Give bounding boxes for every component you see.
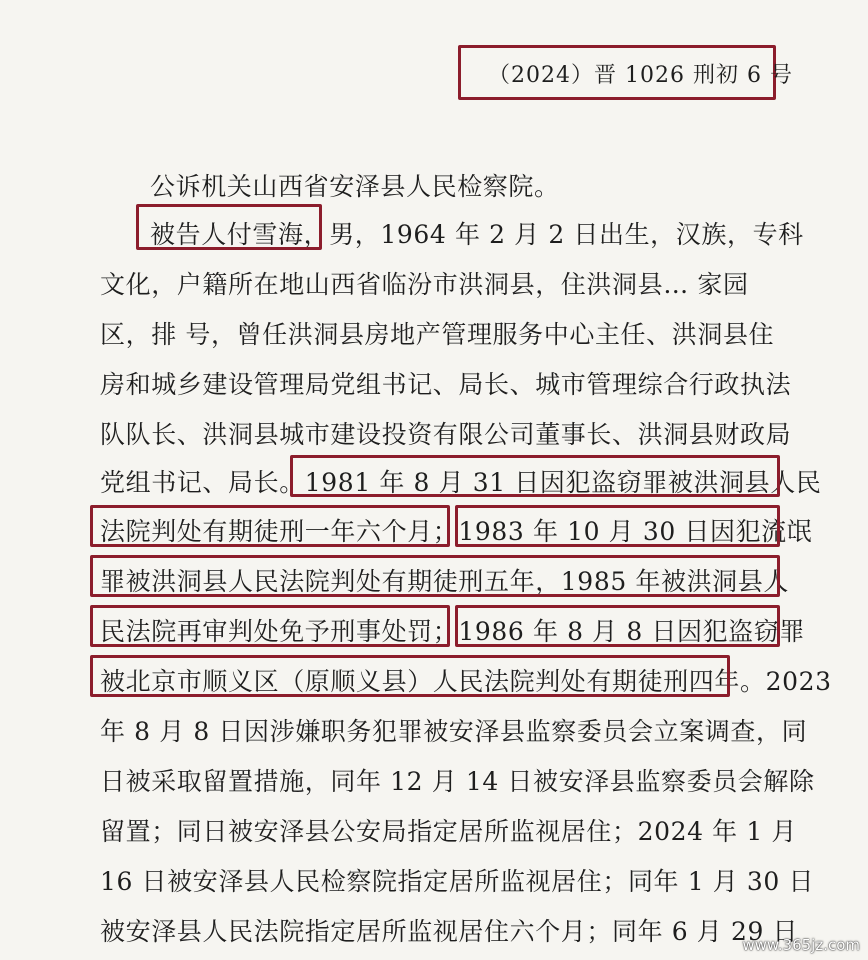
text-line: 被安泽县人民法院指定居所监视居住六个月；同年 6 月 29 日 bbox=[100, 917, 799, 946]
text-line: 留置；同日被安泽县公安局指定居所监视居住；2024 年 1 月 bbox=[100, 817, 797, 846]
highlight-box-record-1983 bbox=[455, 505, 780, 547]
watermark: www.365jz.com bbox=[742, 936, 860, 954]
highlight-box-record-1986 bbox=[455, 605, 780, 647]
highlight-box-record-1985 bbox=[90, 605, 450, 647]
text-line: 法院判处有期徒刑一年六个月；1983 年 10 月 30 日因犯流氓 bbox=[100, 517, 813, 546]
defendant-line: 被告人付雪海，男，1964 年 2 月 2 日出生，汉族，专科 bbox=[150, 220, 804, 249]
text-line: 文化，户籍所在地山西省临汾市洪洞县，住洪洞县… 家园 bbox=[100, 270, 749, 299]
text-line: 年 8 月 8 日因涉嫌职务犯罪被安泽县监察委员会立案调查，同 bbox=[100, 717, 808, 746]
prosecutor-line: 公诉机关山西省安泽县人民检察院。 bbox=[150, 172, 560, 201]
text-line: 16 日被安泽县人民检察院指定居所监视居住；同年 1 月 30 日 bbox=[100, 867, 815, 896]
highlight-box-record-1983-cont bbox=[90, 555, 780, 597]
text-line: 党组书记、局长。1981 年 8 月 31 日因犯盗窃罪被洪洞县人民 bbox=[100, 468, 822, 497]
text-line: 队队长、洪洞县城市建设投资有限公司董事长、洪洞县财政局 bbox=[100, 420, 792, 449]
text-line: 被北京市顺义区（原顺义县）人民法院判处有期徒刑四年。2023 bbox=[100, 667, 832, 696]
text-line: 区，排 号，曾任洪洞县房地产管理服务中心主任、洪洞县住 bbox=[100, 320, 775, 349]
text-line: 罪被洪洞县人民法院判处有期徒刑五年，1985 年被洪洞县人 bbox=[100, 567, 789, 596]
text-line: 民法院再审判处免予刑事处罚；1986 年 8 月 8 日因犯盗窃罪 bbox=[100, 617, 805, 646]
text-line: 日被采取留置措施，同年 12 月 14 日被安泽县监察委员会解除 bbox=[100, 767, 815, 796]
highlight-box-record-1981 bbox=[290, 455, 780, 497]
highlight-box-record-1986-cont bbox=[90, 655, 730, 697]
case-number: （2024）晋 1026 刑初 6 号 bbox=[488, 63, 793, 88]
highlight-box-record-1981-cont bbox=[90, 505, 450, 547]
highlight-box-defendant-name bbox=[136, 204, 322, 250]
text-line: 房和城乡建设管理局党组书记、局长、城市管理综合行政执法 bbox=[100, 370, 792, 399]
